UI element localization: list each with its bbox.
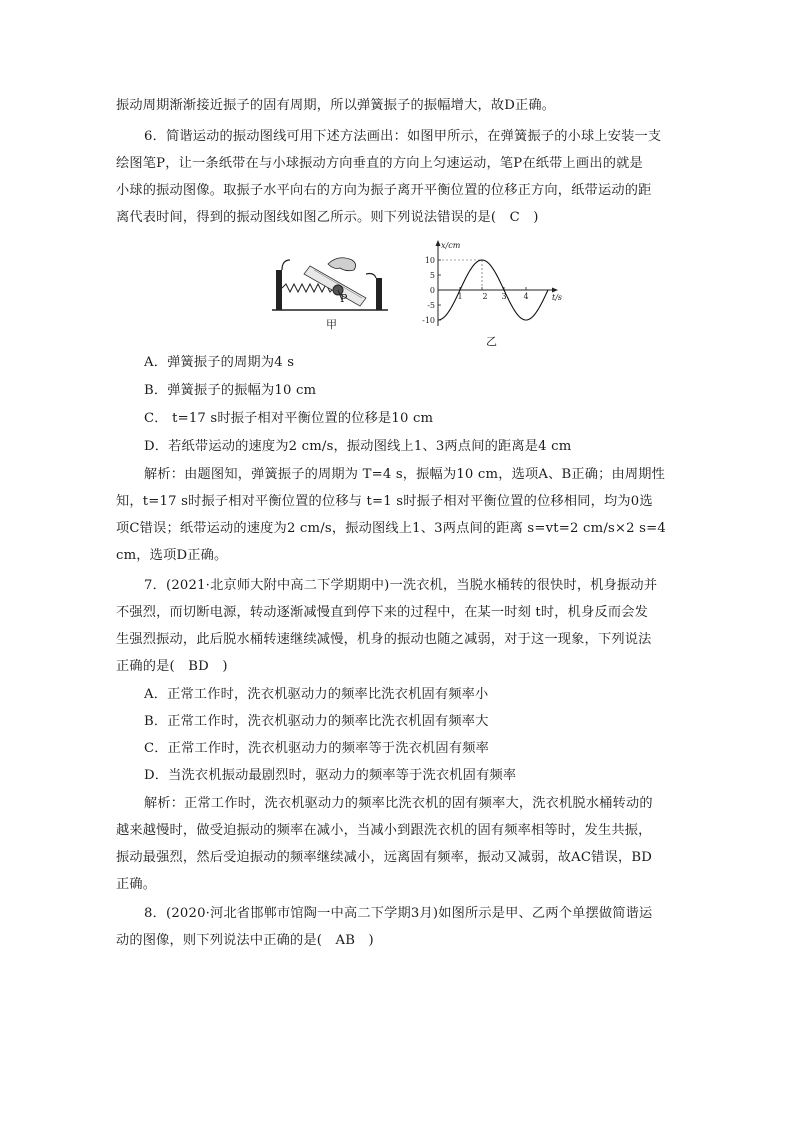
x-tick-label: 1 xyxy=(457,292,463,301)
x-tick-label: 4 xyxy=(523,292,529,301)
q8-stem-line-1: 8．(2020·河北省邯郸市馆陶一中高二下学期3月)如图所示是甲、乙两个单摆做简谐运 xyxy=(144,906,653,921)
q6-option-c: C． t=17 s时振子相对平衡位置的位移是10 cm xyxy=(144,411,434,426)
q6-solution-line-4: cm，选项D正确。 xyxy=(116,548,228,563)
y-tick-label: 0 xyxy=(429,286,435,295)
q7-option-b: B．正常工作时，洗衣机驱动力的频率比洗衣机固有频率大 xyxy=(144,714,489,729)
y-tick-label: -10 xyxy=(422,316,435,325)
x-axis-arrow xyxy=(552,288,558,293)
vibration-chart xyxy=(414,238,564,333)
q7-stem-line-1: 7．(2021·北京师大附中高二下学期期中)一洗衣机，当脱水桶转的很快时，机身振动并 xyxy=(144,578,658,593)
x-tick-label: 2 xyxy=(482,292,488,301)
q6-solution-line-2: 知，t=17 s时振子相对平衡位置的位移与 t=1 s时振子相对平衡位置的位移相同，均为0选 xyxy=(116,494,653,509)
chart-ylabel: x/cm xyxy=(441,241,461,250)
figure-jia-caption: 甲 xyxy=(326,318,337,331)
figure-yi xyxy=(414,238,564,348)
q6-solution-line-1: 解析：由题图知，弹簧振子的周期为 T=4 s，振幅为10 cm，选项A、B正确；由周期性 xyxy=(144,467,666,482)
figure-jia-p-label: P xyxy=(340,292,348,305)
y-axis-arrow xyxy=(436,240,441,246)
chart-axes xyxy=(436,240,559,326)
q6-stem-line-4: 离代表时间，得到的振动图线如图乙所示。则下列说法错误的是( C ) xyxy=(116,210,539,225)
q6-option-b: B．弹簧振子的振幅为10 cm xyxy=(144,383,317,398)
q7-option-c: C．正常工作时，洗衣机驱动力的频率等于洗衣机固有频率 xyxy=(144,741,489,756)
q7-stem-line-3: 生强烈振动，此后脱水桶转速继续减慢，机身的振动也随之减弱，对于这一现象，下列说法 xyxy=(116,632,652,647)
q7-solution-line-2: 越来越慢时，做受迫振动的频率在减小，当减小到跟洗衣机的固有频率相等时，发生共振， xyxy=(116,823,652,838)
q7-option-d: D．当洗衣机振动最剧烈时，驱动力的频率等于洗衣机固有频率 xyxy=(144,768,517,783)
q7-solution-line-4: 正确。 xyxy=(116,877,157,892)
figure-jia xyxy=(270,248,390,330)
q8-stem-line-2: 动的图像，则下列说法中正确的是( AB ) xyxy=(116,933,374,948)
y-tick-label: 10 xyxy=(424,256,435,265)
q7-solution-line-3: 振动最强烈，然后受迫振动的频率继续减小，远离固有频率，振动又减弱，故AC错误，BD xyxy=(116,850,653,865)
q6-stem-line-3: 小球的振动图像。取振子水平向右的方向为振子离开平衡位置的位移正方向，纸带运动的距 xyxy=(116,183,652,198)
q7-stem-line-4: 正确的是( BD ) xyxy=(116,659,228,674)
q6-stem-line-1: 6．简谐运动的振动图线可用下述方法画出：如图甲所示，在弹簧振子的小球上安装一支 xyxy=(144,129,662,144)
y-tick-label: 5 xyxy=(429,271,435,280)
text-line: 振动周期渐渐接近振子的固有周期，所以弹簧振子的振幅增大，故D正确。 xyxy=(116,98,556,113)
q6-stem-line-2: 绘图笔P，让一条纸带在与小球振动方向垂直的方向上匀速运动，笔P在纸带上画出的就是 xyxy=(116,156,643,171)
chart-xlabel: t/s xyxy=(552,293,563,302)
figure-yi-caption: 乙 xyxy=(486,335,497,348)
q7-option-a: A．正常工作时，洗衣机驱动力的频率比洗衣机固有频率小 xyxy=(144,687,489,702)
q6-option-d: D．若纸带运动的速度为2 cm/s，振动图线上1、3两点间的距离是4 cm xyxy=(144,439,572,454)
x-tick-label: 3 xyxy=(501,292,507,301)
q6-solution-line-3: 项C错误；纸带运动的速度为2 cm/s，振动图线上1、3两点间的距离 s=vt=2 cm/s×2 s=4 xyxy=(116,521,666,536)
y-tick-label: -5 xyxy=(427,301,435,310)
q6-option-a: A．弹簧振子的周期为4 s xyxy=(144,355,295,370)
q7-stem-line-2: 不强烈，而切断电源，转动逐渐减慢直到停下来的过程中，在某一时刻 t时，机身反而会发 xyxy=(116,605,649,620)
q7-solution-line-1: 解析：正常工作时，洗衣机驱动力的频率比洗衣机的固有频率大，洗衣机脱水桶转动的 xyxy=(144,796,653,811)
